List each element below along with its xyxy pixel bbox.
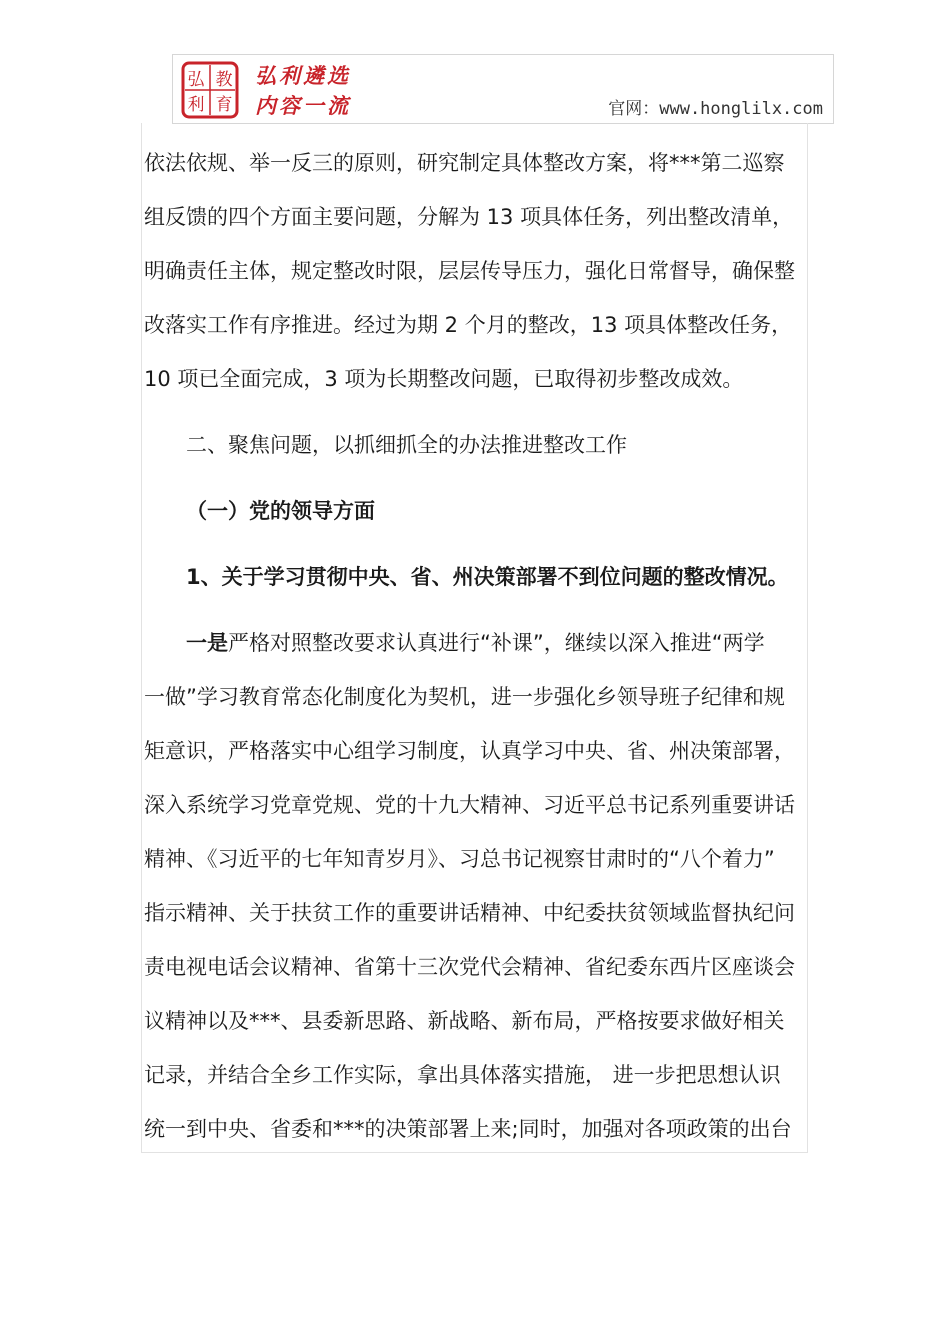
paragraph-line: 改落实工作有序推进。经过为期 2 个月的整改，13 项具体整改任务， xyxy=(144,313,793,337)
slogan-line-2: 内容一流 xyxy=(255,93,351,118)
paragraph-line: 指示精神、关于扶贫工作的重要讲话精神、中纪委扶贫领域监督执纪问 xyxy=(144,901,795,925)
paragraph-line: 10 项已全面完成，3 项为长期整改问题，已取得初步整改成效。 xyxy=(144,367,744,391)
site-header-banner xyxy=(172,54,834,124)
paragraph-line: 记录，并结合全乡工作实际，拿出具体落实措施， 进一步把思想认识 xyxy=(144,1063,781,1087)
paragraph-line: 矩意识，严格落实中心组学习制度，认真学习中央、省、州决策部署， xyxy=(144,739,795,763)
svg-text:利: 利 xyxy=(187,95,205,115)
paragraph-line: 精神、《习近平的七年知青岁月》、习总书记视察甘肃时的“八个着力” xyxy=(144,847,775,871)
paragraph-text: 严格对照整改要求认真进行“补课”，继续以深入推进“两学 xyxy=(228,631,765,655)
paragraph-line: 议精神以及***、县委新思路、新战略、新布局，严格按要求做好相关 xyxy=(144,1009,785,1033)
paragraph-line: 一做”学习教育常态化制度化为契机，进一步强化乡领导班子纪律和规 xyxy=(144,685,785,709)
document-body xyxy=(144,136,824,1156)
svg-text:教: 教 xyxy=(215,70,233,90)
section-heading: 二、聚焦问题，以抓细抓全的办法推进整改工作 xyxy=(186,433,627,457)
lead-label: 一是 xyxy=(186,631,228,655)
paragraph-line: 统一到中央、省委和***的决策部署上来;同时，加强对各项政策的出台 xyxy=(144,1117,792,1141)
item-heading: 1、关于学习贯彻中央、省、州决策部署不到位问题的整改情况。 xyxy=(186,565,789,589)
paragraph-line: 组反馈的四个方面主要问题，分解为 13 项具体任务，列出整改清单， xyxy=(144,205,794,229)
svg-text:弘: 弘 xyxy=(187,70,205,90)
seal-logo xyxy=(181,61,239,119)
slogan-line-1: 弘利遴选 xyxy=(255,63,351,88)
paragraph-line: 责电视电话会议精神、省第十三次党代会精神、省纪委东西片区座谈会 xyxy=(144,955,795,979)
paragraph-line xyxy=(144,616,824,670)
website-url[interactable]: 官网：www.honglilx.com xyxy=(608,99,823,119)
paragraph-line: 依法依规、举一反三的原则，研究制定具体整改方案，将***第二巡察 xyxy=(144,151,785,175)
svg-text:育: 育 xyxy=(215,95,233,115)
subsection-heading: （一）党的领导方面 xyxy=(186,499,375,523)
slogan xyxy=(255,61,351,121)
paragraph-line: 深入系统学习党章党规、党的十九大精神、习近平总书记系列重要讲话 xyxy=(144,793,795,817)
paragraph-line: 明确责任主体，规定整改时限，层层传导压力，强化日常督导，确保整 xyxy=(144,259,795,283)
